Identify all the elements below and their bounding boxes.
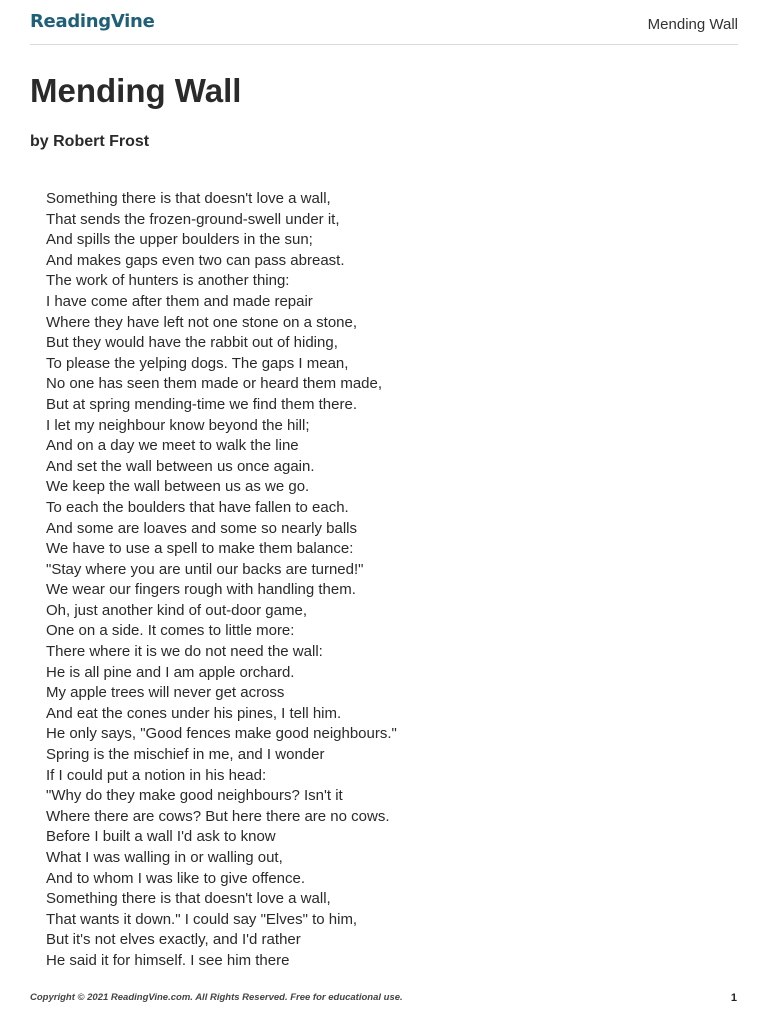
poem-line: And eat the cones under his pines, I tell him. — [46, 704, 342, 722]
poem-line: And set the wall between us once again. — [46, 457, 315, 475]
poem-line: One on a side. It comes to little more: — [46, 622, 295, 640]
poem-line: But at spring mending-time we find them there. — [46, 395, 357, 413]
poem-line: To please the yelping dogs. The gaps I mean, — [46, 354, 349, 372]
poem-line: I have come after them and made repair — [46, 292, 313, 310]
page-header — [30, 10, 738, 45]
poem-line: And on a day we meet to walk the line — [46, 437, 299, 455]
poem-line: There where it is we do not need the wall: — [46, 643, 323, 661]
poem-line: We have to use a spell to make them balance: — [46, 540, 354, 558]
poem-line: Oh, just another kind of out-door game, — [46, 601, 307, 619]
poem-line: He only says, "Good fences make good neighbours." — [46, 725, 397, 743]
poem-line: Before I built a wall I'd ask to know — [46, 828, 276, 846]
poem-line: My apple trees will never get across — [46, 684, 285, 702]
poem-line: Spring is the mischief in me, and I wonder — [46, 746, 325, 764]
poem-line: Where they have left not one stone on a stone, — [46, 313, 358, 331]
poem-line: We keep the wall between us as we go. — [46, 478, 310, 496]
poem-line: He said it for himself. I see him there — [46, 951, 290, 969]
poem-line: Something there is that doesn't love a wall, — [46, 190, 331, 207]
poem-line: If I could put a notion in his head: — [46, 766, 267, 784]
poem-line: "Stay where you are until our backs are turned!" — [46, 560, 364, 578]
poem-line: I let my neighbour know beyond the hill; — [46, 416, 310, 434]
document-title: Mending Wall — [30, 72, 242, 109]
poem-body — [46, 189, 736, 972]
poem-line: But it's not elves exactly, and I'd rather — [46, 931, 301, 949]
readingvine-logo[interactable]: ReadingVine — [30, 11, 155, 32]
poem-line: That wants it down." I could say "Elves" to him, — [46, 910, 358, 928]
page-number: 1 — [730, 992, 737, 1004]
author-byline: by Robert Frost — [30, 133, 150, 150]
poem-line: He is all pine and I am apple orchard. — [46, 663, 295, 681]
poem-line: And some are loaves and some so nearly balls — [46, 519, 358, 537]
poem-line: And makes gaps even two can pass abreast. — [46, 251, 345, 269]
poem-line: Where there are cows? But here there are no cows. — [46, 807, 390, 825]
poem-line: We wear our fingers rough with handling them. — [46, 581, 356, 599]
poem-line: "Why do they make good neighbours? Isn't it — [46, 787, 343, 805]
copyright-notice: Copyright © 2021 ReadingVine.com. All Rights Reserved. Free for educational use. — [30, 992, 403, 1003]
poem-line: To each the boulders that have fallen to each. — [46, 498, 349, 516]
poem-line: And to whom I was like to give offence. — [46, 869, 306, 887]
poem-line: The work of hunters is another thing: — [46, 272, 290, 290]
poem-line: That sends the frozen-ground-swell under it, — [46, 210, 340, 228]
poem-line: What I was walling in or walling out, — [46, 849, 283, 866]
poem-line: Something there is that doesn't love a wall, — [46, 890, 331, 908]
poem-line: But they would have the rabbit out of hiding, — [46, 334, 338, 352]
header-document-title: Mending Wall — [647, 16, 738, 33]
poem-line: And spills the upper boulders in the sun; — [46, 231, 313, 249]
poem-line: No one has seen them made or heard them made, — [46, 375, 383, 393]
